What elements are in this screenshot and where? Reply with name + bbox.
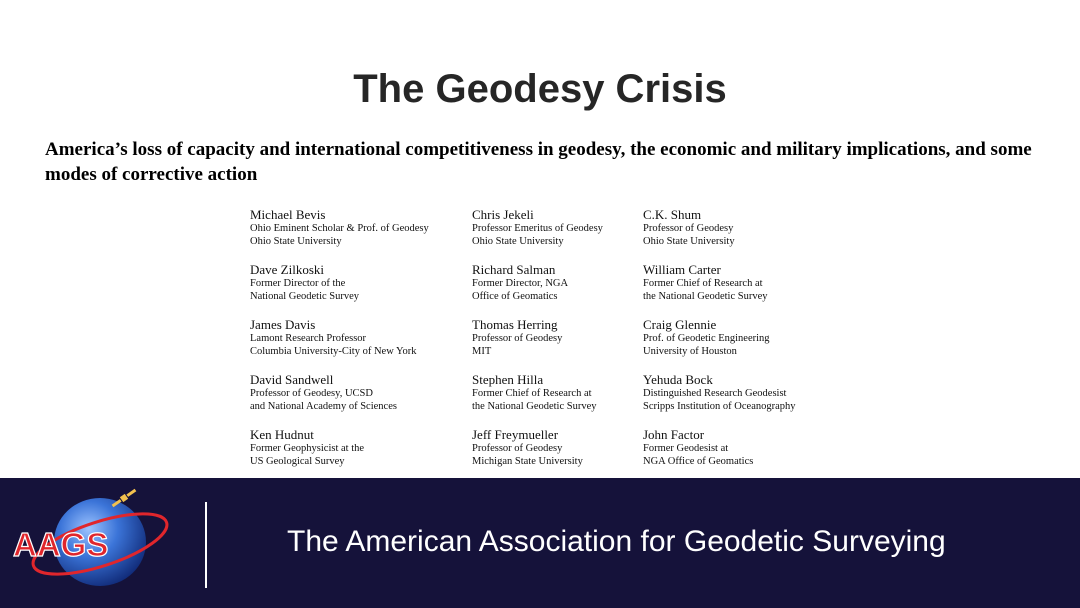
author-affiliation: Ohio State University — [472, 235, 564, 247]
author-card — [472, 372, 643, 427]
author-affiliation: MIT — [472, 345, 492, 357]
author-card — [643, 317, 843, 372]
author-affiliation: Professor of Geodesy — [472, 443, 563, 454]
author-card — [472, 427, 643, 482]
author-card — [472, 262, 643, 317]
author-name: Craig Glennie — [643, 317, 717, 332]
author-affiliation: Scripps Institution of Oceanography — [643, 400, 796, 412]
author-name: Ken Hudnut — [250, 427, 314, 442]
author-card — [472, 317, 643, 372]
slide-title: The Geodesy Crisis — [353, 67, 727, 111]
organization-name: The American Association for Geodetic Surveying — [287, 525, 946, 558]
author-card — [472, 207, 643, 262]
author-affiliation: Prof. of Geodetic Engineering — [643, 333, 770, 344]
author-card — [643, 427, 843, 482]
author-grid — [250, 207, 843, 482]
slide-subtitle: America’s loss of capacity and international competitiveness in geodesy, the economic and military implications, and some modes of corrective action — [45, 139, 1032, 185]
footer-divider — [205, 502, 207, 588]
author-name: David Sandwell — [250, 372, 334, 387]
author-affiliation: Michigan State University — [472, 455, 583, 467]
author-affiliation: Professor of Geodesy — [472, 333, 563, 344]
author-card — [250, 262, 472, 317]
author-affiliation: Lamont Research Professor — [250, 333, 367, 344]
author-name: Yehuda Bock — [643, 372, 713, 387]
author-name: Michael Bevis — [250, 207, 326, 222]
author-name: C.K. Shum — [643, 207, 702, 222]
author-affiliation: NGA Office of Geomatics — [643, 455, 754, 467]
author-affiliation: and National Academy of Sciences — [250, 400, 397, 412]
author-affiliation: Professor of Geodesy, UCSD — [250, 388, 373, 399]
author-card — [250, 372, 472, 427]
author-affiliation: Former Director, NGA — [472, 278, 569, 289]
author-card — [250, 427, 472, 482]
author-card — [250, 207, 472, 262]
author-name: Stephen Hilla — [472, 372, 544, 387]
author-affiliation: Ohio State University — [643, 235, 735, 247]
author-card — [250, 317, 472, 372]
author-affiliation: Professor of Geodesy — [643, 223, 734, 234]
author-name: Chris Jekeli — [472, 207, 534, 222]
aags-logo — [8, 488, 178, 600]
author-card — [643, 262, 843, 317]
author-affiliation: Columbia University-City of New York — [250, 345, 417, 357]
author-affiliation: Ohio Eminent Scholar & Prof. of Geodesy — [250, 223, 429, 234]
author-affiliation: the National Geodetic Survey — [643, 290, 768, 302]
author-name: John Factor — [643, 427, 705, 442]
author-affiliation: Distinguished Research Geodesist — [643, 388, 787, 399]
author-affiliation: Professor Emeritus of Geodesy — [472, 223, 603, 234]
author-affiliation: Office of Geomatics — [472, 290, 558, 302]
author-card — [643, 207, 843, 262]
author-name: Richard Salman — [472, 262, 556, 277]
author-affiliation: Former Geophysicist at the — [250, 443, 365, 454]
author-affiliation: US Geological Survey — [250, 455, 345, 467]
author-name: Dave Zilkoski — [250, 262, 325, 277]
author-affiliation: National Geodetic Survey — [250, 290, 360, 302]
author-affiliation: Ohio State University — [250, 235, 342, 247]
author-affiliation: Former Chief of Research at — [472, 388, 592, 399]
author-affiliation: the National Geodetic Survey — [472, 400, 597, 412]
author-card — [643, 372, 843, 427]
author-affiliation: University of Houston — [643, 345, 737, 357]
author-affiliation: Former Chief of Research at — [643, 278, 763, 289]
author-name: William Carter — [643, 262, 721, 277]
author-affiliation: Former Director of the — [250, 278, 346, 289]
author-name: Thomas Herring — [472, 317, 558, 332]
footer-banner — [0, 478, 1080, 608]
author-affiliation: Former Geodesist at — [643, 443, 729, 454]
author-name: Jeff Freymueller — [472, 427, 559, 442]
author-name: James Davis — [250, 317, 316, 332]
logo-wordmark: AAGS — [13, 526, 109, 563]
